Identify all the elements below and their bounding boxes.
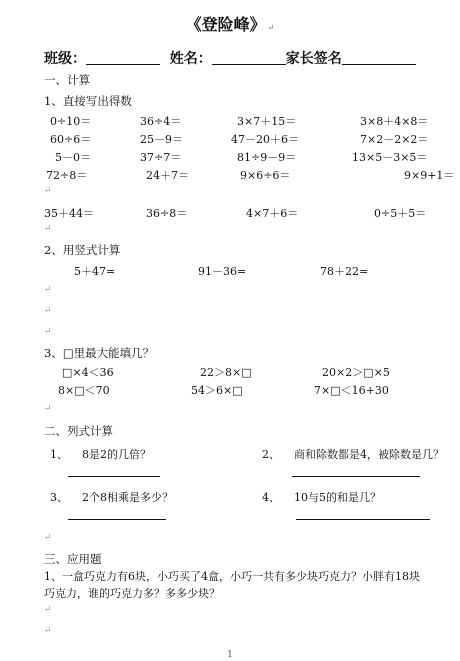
answer-line[interactable] xyxy=(68,519,166,520)
paragraph-mark: ↵ xyxy=(44,306,52,316)
direct-item: 13×5－3×5＝ xyxy=(352,151,428,164)
application-line: 1、一盒巧克力有6块，小巧买了4盒，小巧一共有多少块巧克力？小胖有18块 xyxy=(44,570,420,583)
direct-item: 7×2－2×2＝ xyxy=(360,133,429,146)
paragraph-mark: ↵ xyxy=(44,626,52,636)
direct-item: 0÷5＋5＝ xyxy=(374,207,427,220)
direct-item: 60÷6＝ xyxy=(50,133,92,146)
parent-signature-label: 家长签名 xyxy=(285,51,342,67)
paragraph-mark: ↵ xyxy=(44,533,52,543)
direct-item: 0÷10＝ xyxy=(50,115,92,128)
direct-item: 72÷8＝ xyxy=(46,169,88,182)
parent-signature-blank[interactable] xyxy=(342,50,416,65)
section-direct: 1、直接写出得数 xyxy=(44,94,132,108)
page-number: 1 xyxy=(227,650,233,660)
direct-item: 25－9＝ xyxy=(140,133,183,146)
section-application: 三、应用题 xyxy=(44,552,102,566)
page-title: 《登险峰》 ↵ xyxy=(185,15,275,34)
direct-item: 3×8＋4×8＝ xyxy=(360,115,429,128)
fill-item: 20×2＞□×5 xyxy=(322,366,390,379)
fill-item: 8×□＜70 xyxy=(58,384,110,397)
equation-item: 1、 8是2的几倍？ xyxy=(50,448,151,461)
direct-item: 36÷8＝ xyxy=(146,207,188,220)
direct-item: 24＋7＝ xyxy=(146,169,189,182)
direct-item: 37÷7＝ xyxy=(140,151,182,164)
class-label: 班级： xyxy=(44,51,86,67)
direct-item: 47－20＋6＝ xyxy=(231,133,299,146)
vertical-item: 5＋47= xyxy=(74,265,116,278)
direct-item: 9×9+1＝ xyxy=(404,169,455,182)
section-equation: 二、列式计算 xyxy=(44,424,113,438)
name-blank[interactable] xyxy=(212,50,286,65)
direct-item: 9×6÷6＝ xyxy=(240,169,291,182)
section-fill: 3、□里最大能填几？ xyxy=(44,346,155,360)
paragraph-mark: ↵ xyxy=(44,224,52,234)
vertical-item: 91－36= xyxy=(198,265,247,278)
direct-item: 81÷9－9＝ xyxy=(237,151,297,164)
paragraph-mark: ↵ xyxy=(44,605,52,615)
fill-item: □×4＜36 xyxy=(62,366,114,379)
answer-line[interactable] xyxy=(296,519,430,520)
paragraph-mark: ↵ xyxy=(44,186,52,196)
answer-line[interactable] xyxy=(68,476,160,477)
paragraph-mark: ↵ xyxy=(44,404,52,414)
name-label: 姓名： xyxy=(169,51,212,67)
direct-item: 5－0＝ xyxy=(55,151,91,164)
equation-item: 3、 2个8相乘是多少？ xyxy=(50,491,173,504)
equation-item: 4、 10与5的和是几？ xyxy=(262,491,381,504)
student-info xyxy=(44,48,416,68)
paragraph-mark: ↵ xyxy=(44,285,52,295)
paragraph-mark: ↵ xyxy=(44,327,52,337)
answer-line[interactable] xyxy=(292,476,420,477)
direct-item: 35＋44＝ xyxy=(44,207,94,220)
class-blank[interactable] xyxy=(86,50,160,65)
direct-item: 3×7＋15＝ xyxy=(237,115,297,128)
vertical-item: 78＋22= xyxy=(320,265,369,278)
application-line: 巧克力，谁的巧克力多？多多少块？ xyxy=(44,587,220,600)
section-vertical: 2、用竖式计算 xyxy=(44,243,121,257)
direct-item: 36÷4＝ xyxy=(140,115,182,128)
equation-item: 2、 商和除数都是4，被除数是几？ xyxy=(262,448,444,461)
direct-item: 4×7＋6＝ xyxy=(246,207,299,220)
fill-item: 22＞8×□ xyxy=(200,366,252,379)
fill-item: 7×□＜16+30 xyxy=(314,384,389,397)
section-calc: 一、计算 xyxy=(44,73,90,87)
fill-item: 54＞6×□ xyxy=(191,384,243,397)
